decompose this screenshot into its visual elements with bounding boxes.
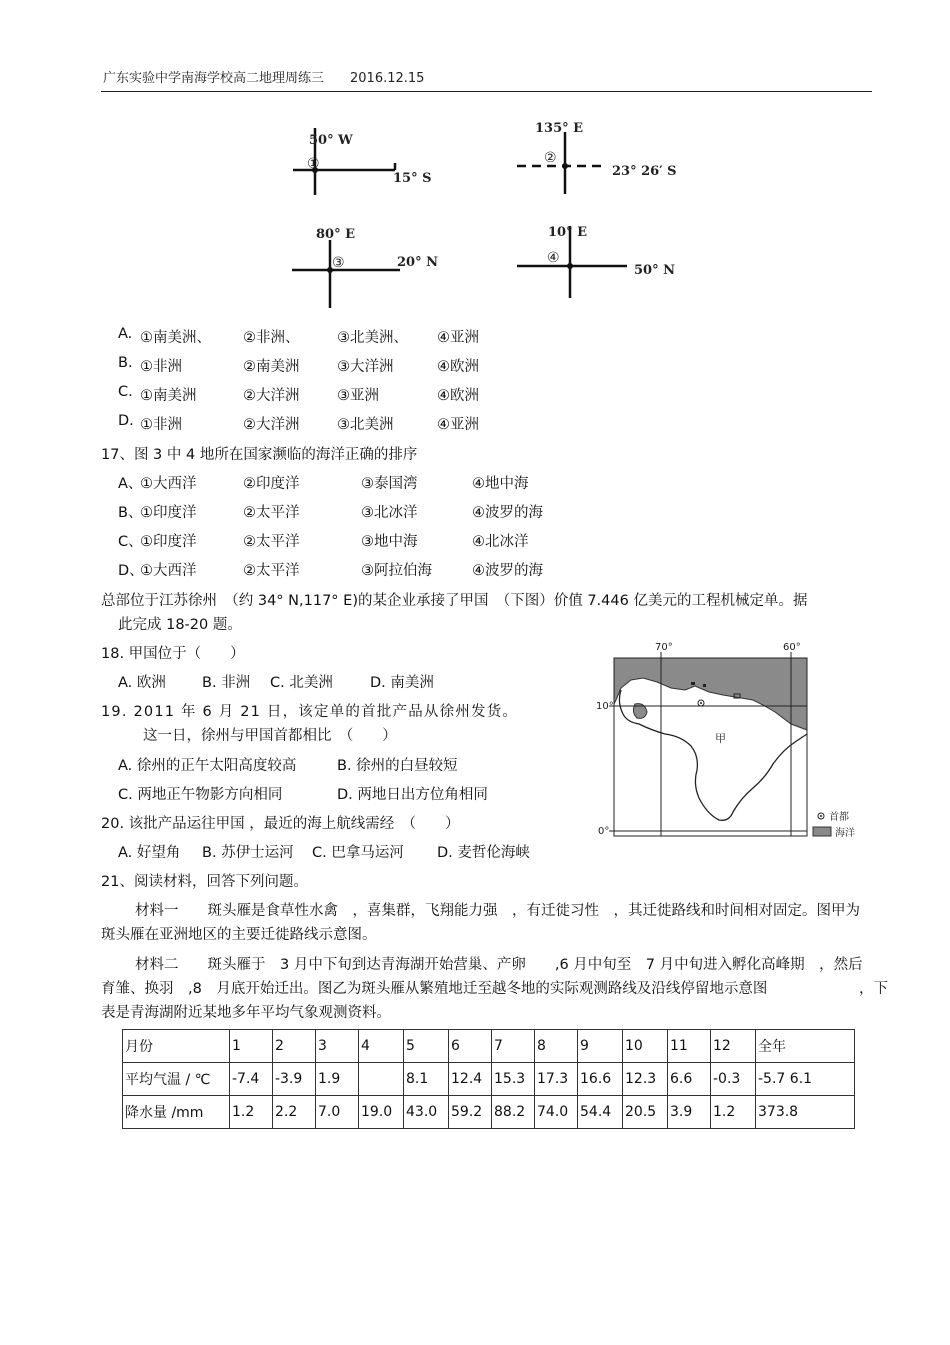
header-rule	[101, 91, 872, 92]
q20-option-c[interactable]: C. 巴拿马运河	[312, 845, 404, 861]
q18-option-a[interactable]: A. 欧洲	[118, 675, 166, 691]
q18-option-d[interactable]: D. 南美洲	[370, 675, 434, 691]
q20-stem: 20. 该批产品运往甲国 ，最近的海上航线需经 （ ）	[101, 816, 460, 832]
map-lon-60: 60°	[783, 642, 801, 653]
intro-line-1: 总部位于江苏徐州 （约 34° N,117° E)的某企业承接了甲国 （下图）价值 7.446 亿美元的工程机械定单。据	[101, 593, 808, 609]
diag4-lon: 10° E	[548, 225, 588, 240]
page-header	[103, 67, 424, 86]
material1-line2: 斑头雁在亚洲地区的主要迁徙路线示意图。	[101, 927, 377, 943]
diag2-lon: 135° E	[535, 121, 584, 136]
q20-option-b[interactable]: B. 苏伊士运河	[202, 845, 294, 861]
diag4-lat: 50° N	[634, 263, 675, 278]
material2-line2: 育雏、换羽 ,8 月底开始迁出。图乙为斑头雁从繁殖地迁至越冬地的实际观测路线及沿线停留地示意图 ，下	[101, 981, 888, 997]
diag4-marker: ④	[547, 250, 560, 266]
q19-stem-1: 19. 2011 年 6 月 21 日，该定单的首批产品从徐州发货。	[101, 704, 519, 720]
diag2-marker: ②	[544, 150, 557, 166]
q19-stem-2: 这一日，徐州与甲国首都相比 （ ）	[143, 728, 397, 744]
intro-line-2: 此完成 18-20 题。	[118, 617, 242, 633]
diag3-lat: 20° N	[397, 255, 438, 270]
table-header-row: 月份 1 2 3 4 5 6 7 8 9 10 11 12 全年	[123, 1030, 855, 1063]
coord-diagram-3	[290, 222, 460, 316]
material2-line1: 材料二 斑头雁于 3 月中下旬到达青海湖开始营巢、产卵 ,6 月中旬至 7 月中旬进入孵化高峰期 ，然后	[135, 957, 863, 973]
coord-diagram-2	[515, 118, 705, 202]
school-title: 广东实验中学南海学校高二地理周练三	[103, 71, 325, 86]
map-lat-0: 0°	[598, 826, 610, 837]
coord-diagram-4	[515, 222, 695, 306]
q18-option-b[interactable]: B. 非洲	[202, 675, 251, 691]
map-lat-10: 10°	[596, 701, 614, 712]
diag2-lat: 23° 26′ S	[612, 164, 677, 179]
header-date: 2016.12.15	[350, 71, 425, 86]
table-row-precipitation: 降水量 /mm 1.2 2.2 7.0 19.0 43.0 59.2 88.2 74.0 54.4 20.5 3.9 1.2 373.8	[123, 1096, 855, 1129]
q18-stem: 18. 甲国位于（ ）	[101, 646, 245, 662]
diag1-marker: ①	[307, 156, 320, 172]
coord-diagram-1	[285, 120, 445, 204]
map-lon-70: 70°	[655, 642, 673, 653]
material1-line1: 材料一 斑头雁是食草性水禽 ，喜集群，飞翔能力强 ，有迁徙习性 ，其迁徙路线和时间相对固定。图甲为	[135, 903, 860, 919]
q20-option-a[interactable]: A. 好望角	[118, 845, 181, 861]
diag1-lon: 50° W	[309, 133, 353, 148]
q19-option-b[interactable]: B. 徐州的白昼较短	[337, 758, 458, 774]
q21-stem: 21、阅读材料，回答下列问题。	[101, 874, 308, 890]
diag1-lat: 15° S	[393, 171, 432, 186]
material2-line3: 表是青海湖附近某地多年平均气象观测资料。	[101, 1005, 391, 1021]
table-row-temperature: 平均气温 / ℃ -7.4 -3.9 1.9 8.1 12.4 15.3 17.3 16.6 12.3 6.6 -0.3 -5.7 6.1	[123, 1063, 855, 1096]
q19-option-c[interactable]: C. 两地正午物影方向相同	[118, 787, 283, 803]
q18-option-c[interactable]: C. 北美洲	[270, 675, 333, 691]
q19-option-d[interactable]: D. 两地日出方位角相同	[337, 787, 488, 803]
q17-stem: 17、图 3 中 4 地所在国家濒临的海洋正确的排序	[101, 447, 418, 463]
map-country-label: 甲	[715, 732, 726, 745]
q20-option-d[interactable]: D. 麦哲伦海峡	[437, 845, 530, 861]
q19-option-a[interactable]: A. 徐州的正午太阳高度较高	[118, 758, 297, 774]
climate-table	[122, 1029, 855, 1129]
country-map	[595, 638, 855, 852]
diag3-lon: 80° E	[316, 227, 356, 242]
legend-ocean: 海洋	[835, 828, 855, 839]
legend-capital: 首都	[829, 812, 849, 823]
diag3-marker: ③	[332, 255, 345, 271]
